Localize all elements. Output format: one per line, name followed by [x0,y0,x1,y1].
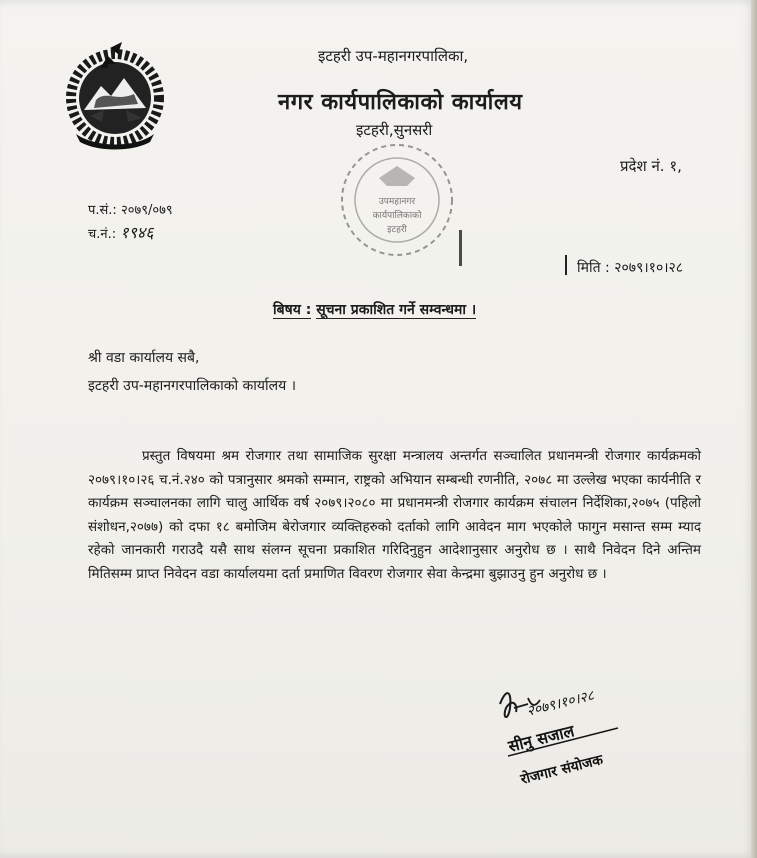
letter-body: प्रस्तुत विषयमा श्रम रोजगार तथा सामाजिक सुरक्षा मन्त्रालय अन्तर्गत सञ्चालित प्रधानमन्त्री रोजगार कार्यक्रमको २०७९।१०।२६ च.नं.२४० को पत्रानुसार श्रमको सम्मान, राष्ट्रको अभियान सम्बन्धी रणनीति, २०७८ मा उल्लेख भएका कार्यनीति र कार्यक्रम सञ्चालनका लागि चालु आर्थिक वर्ष २०७९।२०८० मा प्रधानमन्त्री रोजगार कार्यक्रम संचालन निर्देशिका,२०७५ (पहिलो संशोधन,२०७७) को दफा १८ बमोजिम बेरोजगार व्यक्तिहरुको दर्ताको लागि आवेदन माग भएकोले फागुन मसान्त सम्म म्याद रहेको जानकारी गराउदै यसै साथ संलग्न सूचना प्रकाशित गरिदिनुहुन आदेशानुसार अनुरोध छ । साथै निवेदन दिने अन्तिम मितिसम्म प्राप्त निवेदन वडा कार्यालयमा दर्ता प्रमाणित विवरण रोजगार सेवा केन्द्रमा बुझाउनु हुन अनुरोध छ । [88,448,701,582]
seal-text-2: कार्यपालिकाको [372,211,422,221]
seal-text-3: इटहरी [387,225,407,235]
handwritten-signature [488,678,638,798]
addressee-line-2: इटहरी उप-महानगरपालिकाको कार्यालय । [88,378,297,394]
seal-text-1: उपमहानगर [378,197,416,207]
nepal-emblem-icon [56,38,174,150]
date-label: मिति : [577,260,610,276]
date-divider [565,255,567,275]
reference-block [88,200,173,246]
subject-line [273,300,476,319]
ps-row [88,200,173,222]
office-name-line: इटहरी उप-महानगरपालिका, [318,47,469,65]
office-title: नगर कार्यपालिकाको कार्यालय [278,90,523,115]
signature-name: सीनु सजाल [506,721,577,756]
date-value: २०७९।१०।२८ [614,260,684,276]
cn-value: १९४६ [120,223,154,242]
addressee-line-1: श्री वडा कार्यालय सबै, [88,350,200,366]
subject-label: बिषय : [273,302,312,318]
page-edge-shadow [751,0,757,858]
signature-title: रोजगार संयोजक [519,751,605,788]
subject-text: सूचना प्रकाशित गर्ने सम्वन्धमा । [316,302,477,318]
cn-label: च.नं.: [88,227,117,242]
signature-date: २०७९।१०।२८ [525,687,596,720]
province-label: प्रदेश नं. १, [620,157,682,175]
ps-label: प.सं.: [88,203,117,218]
ps-value: २०७९/०७९ [120,203,173,218]
cn-row [88,222,173,246]
office-location: इटहरी,सुनसरी [356,121,433,139]
office-seal-stamp [335,130,465,270]
date-row [577,258,683,277]
